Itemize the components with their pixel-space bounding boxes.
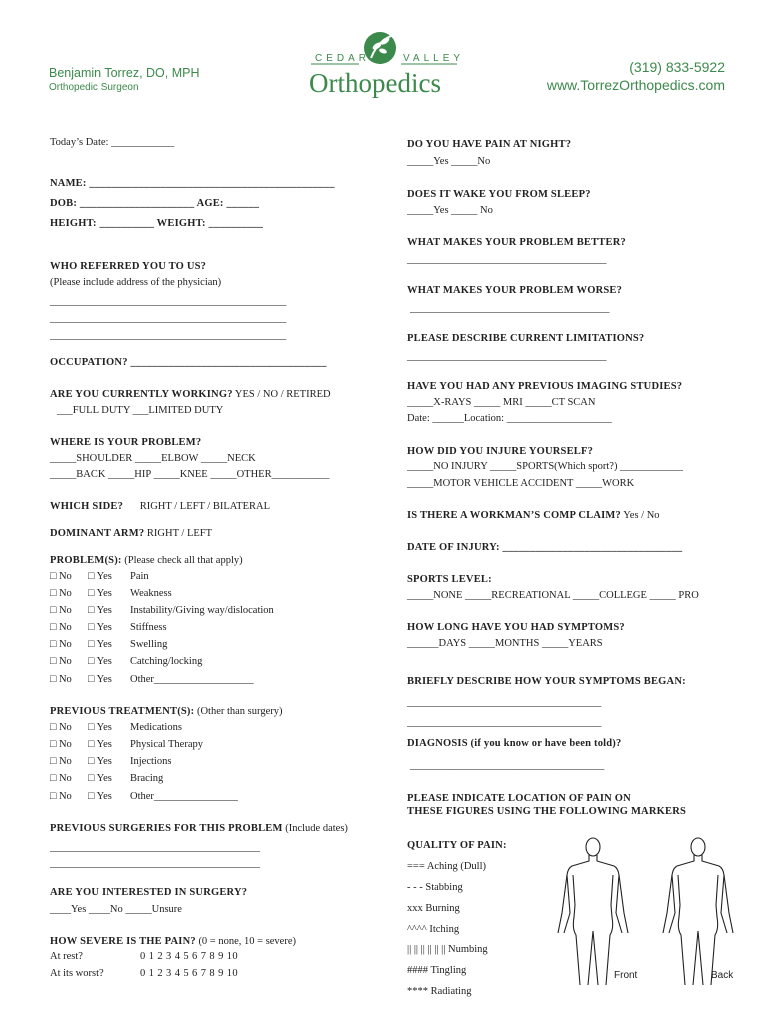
surgeries-line[interactable]: ________________________________________ — [50, 842, 260, 853]
problem-label: Catching/locking — [130, 656, 203, 667]
yes-checkbox[interactable]: □ Yes — [88, 791, 112, 802]
injury-date-field[interactable]: DATE OF INJURY: _________________________________ — [407, 542, 683, 553]
back-label: Back — [711, 970, 734, 981]
pain-night-options[interactable]: _____Yes _____No — [407, 156, 491, 167]
at-worst-scale[interactable]: 0 1 2 3 4 5 6 7 8 9 10 — [140, 968, 239, 979]
marker-label: Numbing — [447, 944, 488, 955]
marker-symbol: - - - — [407, 882, 423, 893]
symptoms-heading: HOW LONG HAVE YOU HAD SYMPTOMS? — [407, 622, 625, 633]
no-checkbox[interactable]: □ No — [50, 739, 72, 750]
marker-label: Itching — [429, 924, 460, 935]
clinic-logo — [305, 26, 465, 100]
limitations-line[interactable]: ______________________________________ — [407, 351, 607, 362]
yes-checkbox[interactable]: □ Yes — [88, 656, 112, 667]
comp-claim-options[interactable]: Yes / No — [623, 510, 660, 521]
surgeries-label: PREVIOUS SURGERIES FOR THIS PROBLEM — [50, 823, 283, 834]
front-label: Front — [614, 970, 638, 981]
yes-checkbox[interactable]: □ Yes — [88, 605, 112, 616]
comp-claim-question — [407, 510, 660, 521]
which-side-options[interactable]: RIGHT / LEFT / BILATERAL — [139, 501, 270, 512]
working-question — [50, 389, 331, 400]
where-heading: WHERE IS YOUR PROBLEM? — [50, 437, 202, 448]
marker-label: Aching (Dull) — [426, 861, 487, 872]
injure-options-row2[interactable]: _____MOTOR VEHICLE ACCIDENT _____WORK — [407, 478, 635, 489]
logo-orthopedics: Orthopedics — [309, 68, 441, 98]
marker-symbol: === — [407, 861, 425, 872]
symptoms-options[interactable]: ______DAYS _____MONTHS _____YEARS — [407, 638, 603, 649]
diagnosis-line[interactable]: _____________________________________ — [410, 760, 605, 771]
treatment-label[interactable]: Other________________ — [130, 791, 238, 802]
yes-checkbox[interactable]: □ Yes — [88, 639, 112, 650]
imaging-heading: HAVE YOU HAD ANY PREVIOUS IMAGING STUDIES? — [407, 381, 683, 392]
website-link[interactable]: www.TorrezOrthopedics.com — [546, 77, 725, 93]
no-checkbox[interactable]: □ No — [50, 756, 72, 767]
marker-tingling — [407, 965, 466, 976]
yes-checkbox[interactable]: □ Yes — [88, 756, 112, 767]
problem-label: Weakness — [130, 588, 172, 599]
location-heading-1: PLEASE INDICATE LOCATION OF PAIN ON — [407, 793, 631, 804]
treatment-label: Bracing — [130, 773, 164, 784]
dominant-arm-label: DOMINANT ARM? — [50, 528, 145, 539]
surgeries-heading — [50, 823, 348, 834]
worse-heading: WHAT MAKES YOUR PROBLEM WORSE? — [407, 285, 623, 296]
referred-heading: WHO REFERRED YOU TO US? — [50, 261, 207, 272]
marker-symbol: || || || || || || — [407, 944, 446, 955]
location-heading-2: THESE FIGURES USING THE FOLLOWING MARKERS — [407, 806, 687, 817]
marker-radiating — [407, 986, 471, 997]
where-options-row1[interactable]: _____SHOULDER _____ELBOW _____NECK — [50, 453, 256, 464]
height-weight-field[interactable]: HEIGHT: __________ WEIGHT: __________ — [50, 218, 264, 229]
yes-checkbox[interactable]: □ Yes — [88, 674, 112, 685]
no-checkbox[interactable]: □ No — [50, 791, 72, 802]
no-checkbox[interactable]: □ No — [50, 588, 72, 599]
sports-level-options[interactable]: _____NONE _____RECREATIONAL _____COLLEGE _____ PRO — [407, 590, 699, 601]
imaging-date-location[interactable]: Date: ______Location: ____________________ — [407, 413, 612, 424]
where-options-row2[interactable]: _____BACK _____HIP _____KNEE _____OTHER___________ — [50, 469, 330, 480]
problems-note: (Please check all that apply) — [124, 555, 243, 566]
problem-label: Stiffness — [130, 622, 167, 633]
duty-options[interactable]: ___FULL DUTY ___LIMITED DUTY — [57, 405, 224, 416]
yes-checkbox[interactable]: □ Yes — [88, 588, 112, 599]
yes-checkbox[interactable]: □ Yes — [88, 571, 112, 582]
problem-label: Pain — [130, 571, 149, 582]
no-checkbox[interactable]: □ No — [50, 571, 72, 582]
pain-night-heading: DO YOU HAVE PAIN AT NIGHT? — [407, 139, 572, 150]
marker-symbol: **** — [407, 986, 428, 997]
problem-label[interactable]: Other___________________ — [130, 674, 254, 685]
marker-symbol: xxx — [407, 903, 423, 914]
sports-level-heading: SPORTS LEVEL: — [407, 574, 492, 585]
comp-claim-label: IS THERE A WORKMAN’S COMP CLAIM? — [407, 510, 621, 521]
referred-line[interactable]: _____________________________________________ — [50, 313, 287, 324]
problem-label: Swelling — [130, 639, 168, 650]
working-label: ARE YOU CURRENTLY WORKING? — [50, 389, 233, 400]
began-line[interactable]: _____________________________________ — [407, 697, 602, 708]
problems-label: PROBLEM(S): — [50, 555, 122, 566]
phone-number: (319) 833-5922 — [629, 59, 725, 75]
marker-label: Radiating — [430, 986, 472, 997]
marker-symbol: ^^^^ — [407, 924, 427, 935]
quality-heading: QUALITY OF PAIN: — [407, 840, 507, 851]
treatments-note: (Other than surgery) — [196, 706, 283, 717]
yes-checkbox[interactable]: □ Yes — [88, 739, 112, 750]
dominant-arm-question — [50, 528, 212, 539]
imaging-options[interactable]: _____X-RAYS _____ MRI _____CT SCAN — [407, 397, 596, 408]
better-heading: WHAT MAKES YOUR PROBLEM BETTER? — [407, 237, 626, 248]
no-checkbox[interactable]: □ No — [50, 773, 72, 784]
doctor-name: Benjamin Torrez, DO, MPH — [49, 66, 200, 80]
marker-itching — [407, 924, 459, 935]
logo-valley: VALLEY — [403, 53, 465, 64]
at-rest-scale[interactable]: 0 1 2 3 4 5 6 7 8 9 10 — [140, 951, 239, 962]
no-checkbox[interactable]: □ No — [50, 605, 72, 616]
problems-heading — [50, 555, 243, 566]
treatments-label: PREVIOUS TREATMENT(S): — [50, 706, 195, 717]
back-figure — [663, 838, 733, 985]
marker-stabbing — [407, 882, 463, 893]
began-heading: BRIEFLY DESCRIBE HOW YOUR SYMPTOMS BEGAN: — [407, 676, 686, 687]
occupation-field[interactable]: OCCUPATION? ____________________________________ — [50, 357, 327, 368]
no-checkbox[interactable]: □ No — [50, 722, 72, 733]
body-diagram[interactable] — [548, 835, 748, 990]
limitations-heading: PLEASE DESCRIBE CURRENT LIMITATIONS? — [407, 333, 645, 344]
no-checkbox[interactable]: □ No — [50, 674, 72, 685]
marker-symbol: #### — [407, 965, 428, 976]
no-checkbox[interactable]: □ No — [50, 656, 72, 667]
problem-row — [50, 571, 72, 582]
marker-aching — [407, 861, 486, 872]
treatment-label: Physical Therapy — [130, 739, 203, 750]
referred-line[interactable]: _____________________________________________ — [50, 330, 287, 341]
yes-checkbox[interactable]: □ Yes — [88, 622, 112, 633]
marker-label: Stabbing — [425, 882, 463, 893]
doctor-title: Orthopedic Surgeon — [49, 82, 139, 93]
severity-heading — [50, 936, 296, 947]
injure-heading: HOW DID YOU INJURE YOURSELF? — [407, 446, 594, 457]
surgeries-note: (Include dates) — [285, 823, 348, 834]
yes-checkbox[interactable]: □ Yes — [88, 773, 112, 784]
surgery-interest-options[interactable]: ____Yes ____No _____Unsure — [50, 904, 182, 915]
problem-label: Instability/Giving way/dislocation — [130, 605, 274, 616]
marker-numbing — [407, 944, 488, 955]
treatments-heading — [50, 706, 282, 717]
no-checkbox[interactable]: □ No — [50, 622, 72, 633]
referred-line[interactable]: _____________________________________________ — [50, 296, 287, 307]
injure-options-row1[interactable]: _____NO INJURY _____SPORTS(Which sport?) ____________ — [407, 461, 684, 472]
diagnosis-heading: DIAGNOSIS (if you know or have been told)? — [407, 738, 622, 749]
no-checkbox[interactable]: □ No — [50, 639, 72, 650]
marker-label: Burning — [425, 903, 460, 914]
dominant-arm-options[interactable]: RIGHT / LEFT — [146, 528, 213, 539]
working-options[interactable]: YES / NO / RETIRED — [234, 389, 331, 400]
which-side-label: WHICH SIDE? — [50, 501, 124, 512]
severity-label: HOW SEVERE IS THE PAIN? — [50, 936, 196, 947]
referred-note: (Please include address of the physician) — [50, 277, 222, 288]
wake-options[interactable]: _____Yes _____ No — [407, 205, 493, 216]
surgeries-line[interactable]: ________________________________________ — [50, 858, 260, 869]
marker-burning — [407, 903, 460, 914]
logo-cedar: CEDAR — [315, 53, 371, 64]
treatment-label: Medications — [130, 722, 182, 733]
surgery-interest-heading: ARE YOU INTERESTED IN SURGERY? — [50, 887, 248, 898]
severity-note: (0 = none, 10 = severe) — [198, 936, 296, 947]
wake-heading: DOES IT WAKE YOU FROM SLEEP? — [407, 189, 591, 200]
todays-date-field[interactable]: Today’s Date: ____________ — [50, 137, 175, 148]
treatment-label: Injections — [130, 756, 172, 767]
front-figure — [558, 838, 628, 985]
better-line[interactable]: ______________________________________ — [407, 254, 607, 265]
dob-age-field[interactable]: DOB: _____________________ AGE: ______ — [50, 198, 260, 209]
marker-label: Tingling — [430, 965, 467, 976]
at-rest-label: At rest? — [50, 951, 83, 962]
began-line[interactable]: _____________________________________ — [407, 717, 602, 728]
name-field[interactable]: NAME: _____________________________________________ — [50, 178, 335, 189]
worse-line[interactable]: ______________________________________ — [410, 303, 610, 314]
yes-checkbox[interactable]: □ Yes — [88, 722, 112, 733]
at-worst-label: At its worst? — [50, 968, 104, 979]
which-side-question — [50, 501, 270, 512]
